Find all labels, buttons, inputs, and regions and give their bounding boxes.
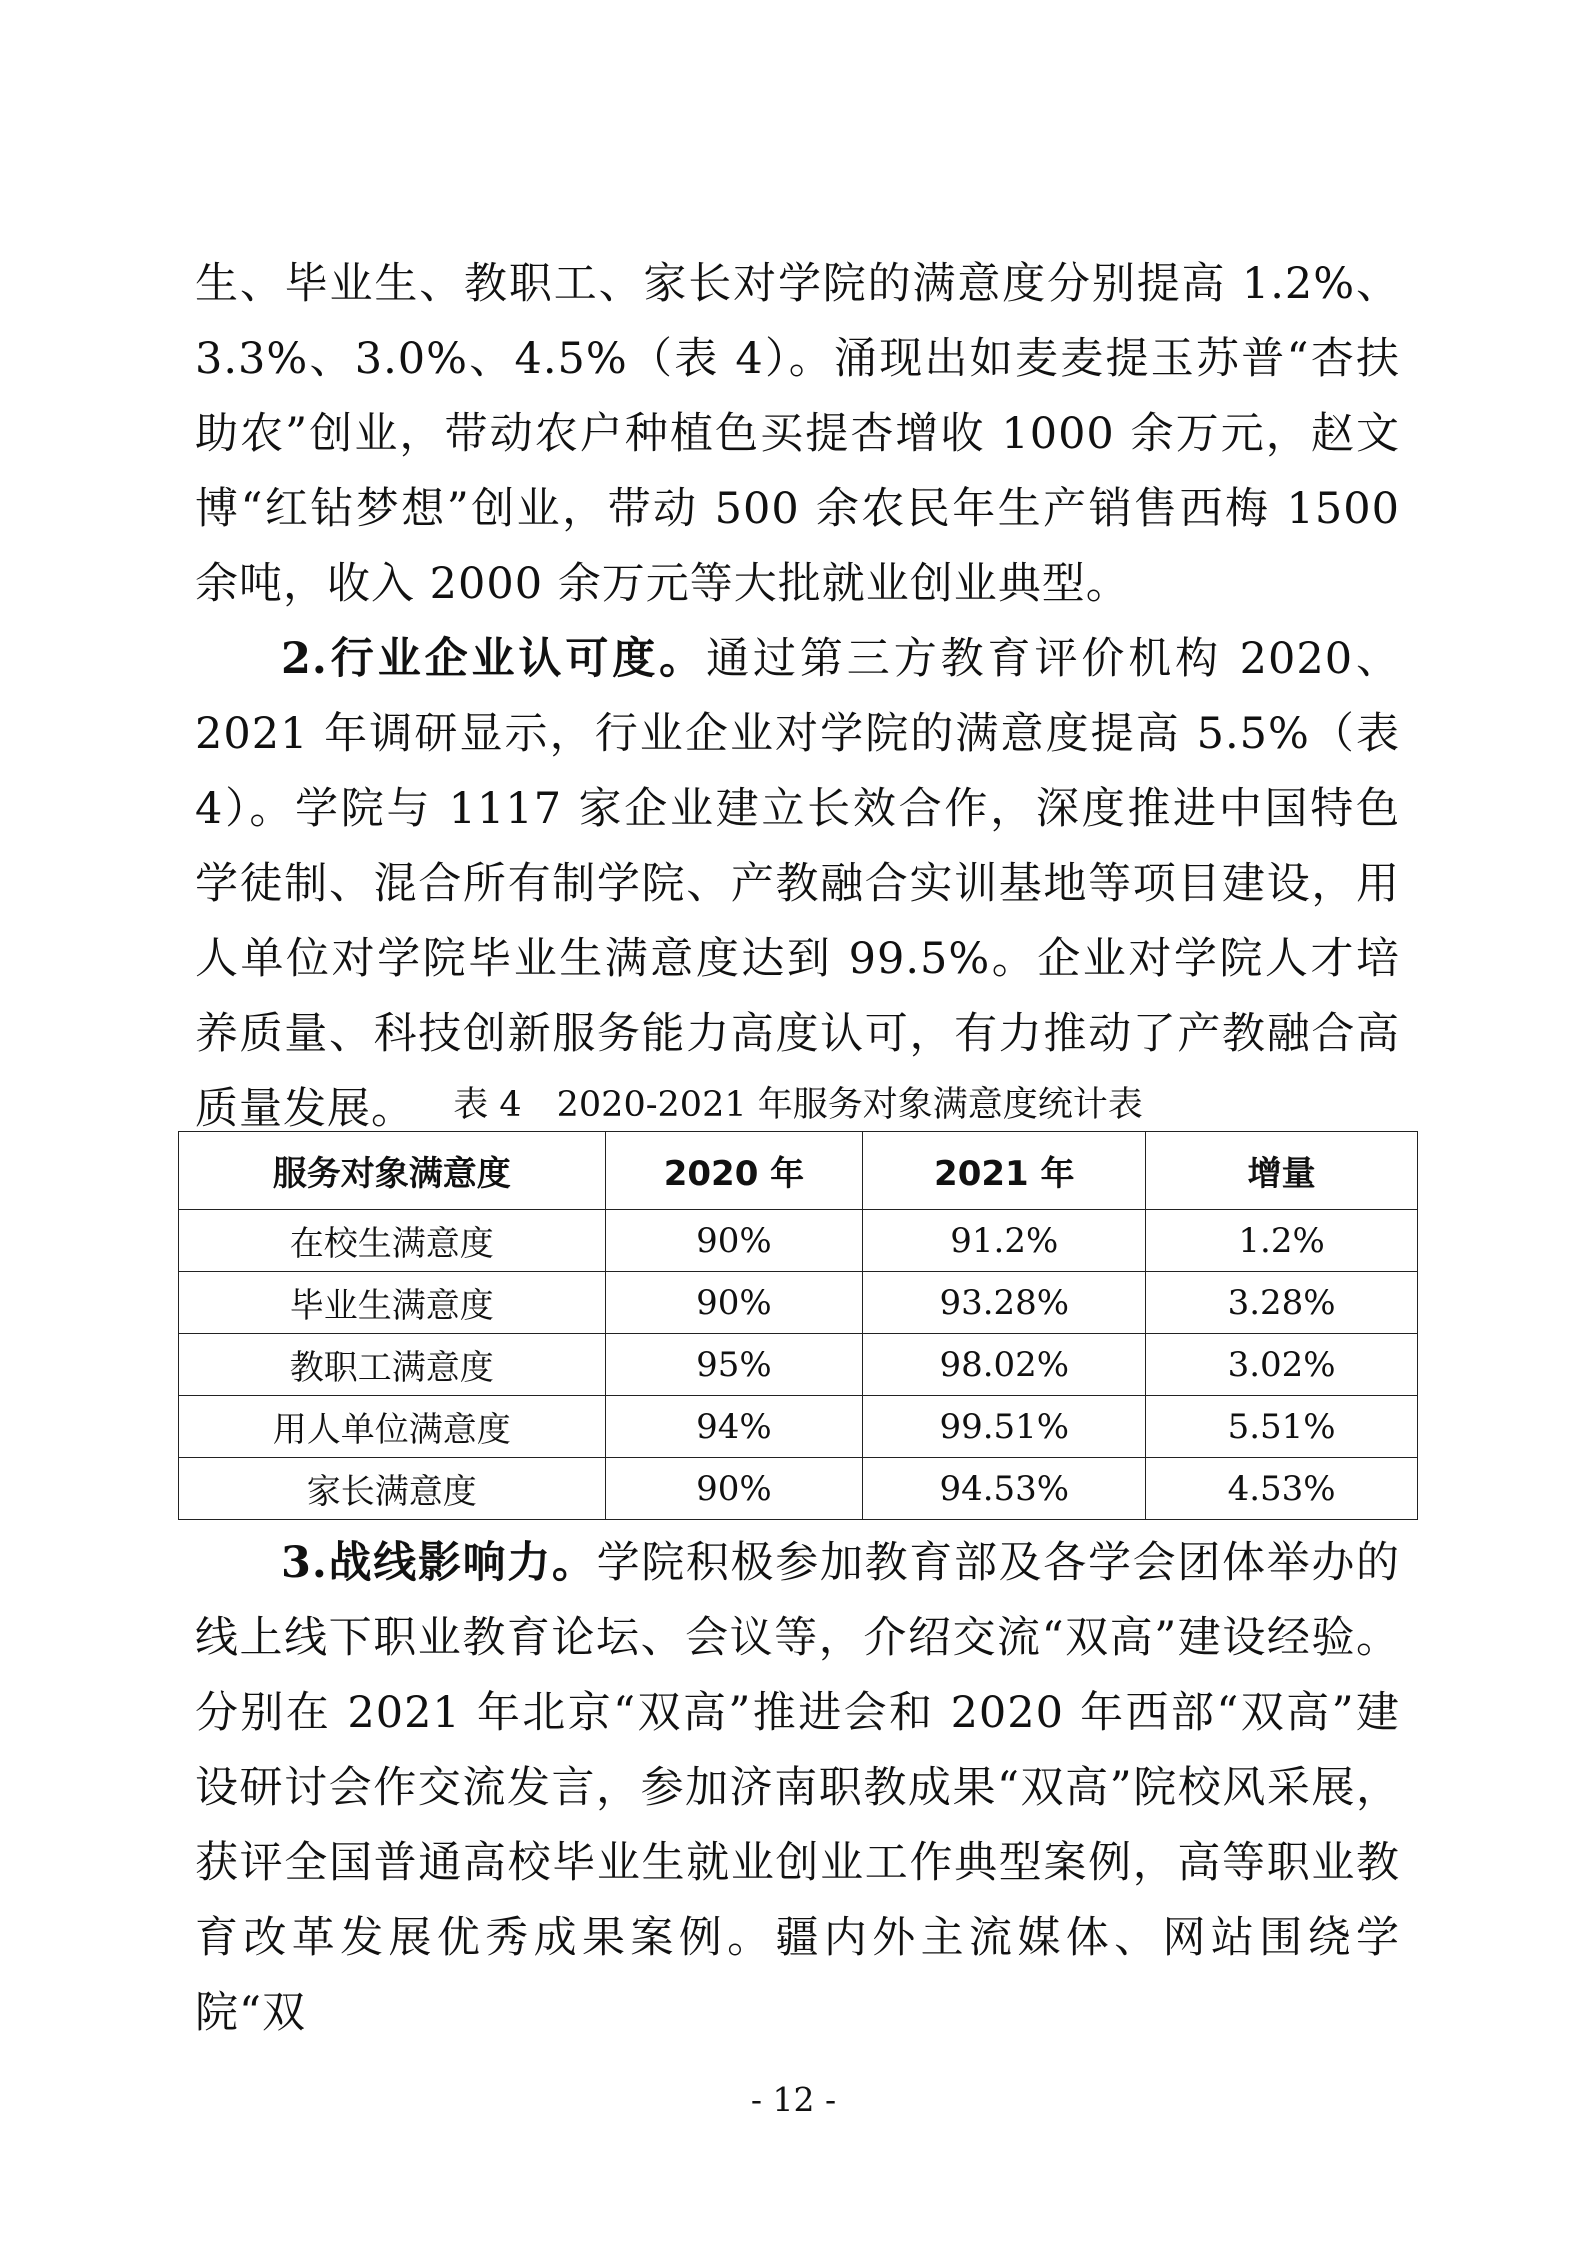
- table-header-row: [179, 1132, 1418, 1210]
- table-cell: 1.2%: [1146, 1210, 1418, 1272]
- satisfaction-table: [178, 1131, 1418, 1520]
- table-cell: 教职工满意度: [179, 1334, 606, 1396]
- paragraph-text: 生、毕业生、教职工、家长对学院的满意度分别提高 1.2%、3.3%、3.0%、4.5%（表 4）。涌现出如麦麦提玉苏普“杏扶助农”创业，带动农户种植色买提杏增收 1000 余万元，赵文博“红钻梦想”创业，带动 500 余农民年生产销售西梅 1500 余吨，收入 2000 余万元等大批就业创业典型。: [195, 259, 1400, 609]
- table-cell: 93.28%: [863, 1272, 1146, 1334]
- table-cell: 4.53%: [1146, 1458, 1418, 1520]
- table-cell: 95%: [605, 1334, 863, 1396]
- header-cell-2021: 2021 年: [863, 1132, 1146, 1210]
- paragraph-sector-influence: [195, 1526, 1400, 2051]
- table-cell: 3.02%: [1146, 1334, 1418, 1396]
- table-cell: 91.2%: [863, 1210, 1146, 1272]
- header-cell-increase: 增量: [1146, 1132, 1418, 1210]
- table-cell: 99.51%: [863, 1396, 1146, 1458]
- paragraph-industry-recognition: [195, 622, 1400, 1147]
- table-row: [179, 1458, 1418, 1520]
- table-cell: 家长满意度: [179, 1458, 606, 1520]
- table-cell: 在校生满意度: [179, 1210, 606, 1272]
- page-number: - 12 -: [750, 2080, 837, 2119]
- table-cell: 94.53%: [863, 1458, 1146, 1520]
- table-row: [179, 1334, 1418, 1396]
- table-cell: 90%: [605, 1272, 863, 1334]
- table-cell: 98.02%: [863, 1334, 1146, 1396]
- header-cell-target: 服务对象满意度: [179, 1132, 606, 1210]
- table-row: [179, 1396, 1418, 1458]
- table-cell: 94%: [605, 1396, 863, 1458]
- table-row: [179, 1210, 1418, 1272]
- table-row: [179, 1272, 1418, 1334]
- paragraph-heading: 3.战线影响力。: [281, 1538, 597, 1588]
- table-cell: 5.51%: [1146, 1396, 1418, 1458]
- table-cell: 3.28%: [1146, 1272, 1418, 1334]
- table-cell: 用人单位满意度: [179, 1396, 606, 1458]
- table-cell: 90%: [605, 1458, 863, 1520]
- table-caption: 表 4 2020-2021 年服务对象满意度统计表: [453, 1085, 1143, 1125]
- table-cell: 90%: [605, 1210, 863, 1272]
- table-cell: 毕业生满意度: [179, 1272, 606, 1334]
- paragraph-heading: 2.行业企业认可度。: [281, 634, 707, 684]
- paragraph-student-satisfaction: [195, 247, 1400, 622]
- paragraph-text: 通过第三方教育评价机构 2020、2021 年调研显示，行业企业对学院的满意度提高 5.5%（表 4）。学院与 1117 家企业建立长效合作，深度推进中国特色学徒制、混合所有制学院、产教融合实训基地等项目建设，用人单位对学院毕业生满意度达到 99.5%。企业对学院人才培养质量、科技创新服务能力高度认可，有力推动了产教融合高质量发展。: [195, 634, 1400, 1134]
- header-cell-2020: 2020 年: [605, 1132, 863, 1210]
- paragraph-text: 学院积极参加教育部及各学会团体举办的线上线下职业教育论坛、会议等，介绍交流“双高”建设经验。分别在 2021 年北京“双高”推进会和 2020 年西部“双高”建设研讨会作交流发言，参加济南职教成果“双高”院校风采展，获评全国普通高校毕业生就业创业工作典型案例，高等职业教育改革发展优秀成果案例。疆内外主流媒体、网站围绕学院“双: [195, 1538, 1401, 2038]
